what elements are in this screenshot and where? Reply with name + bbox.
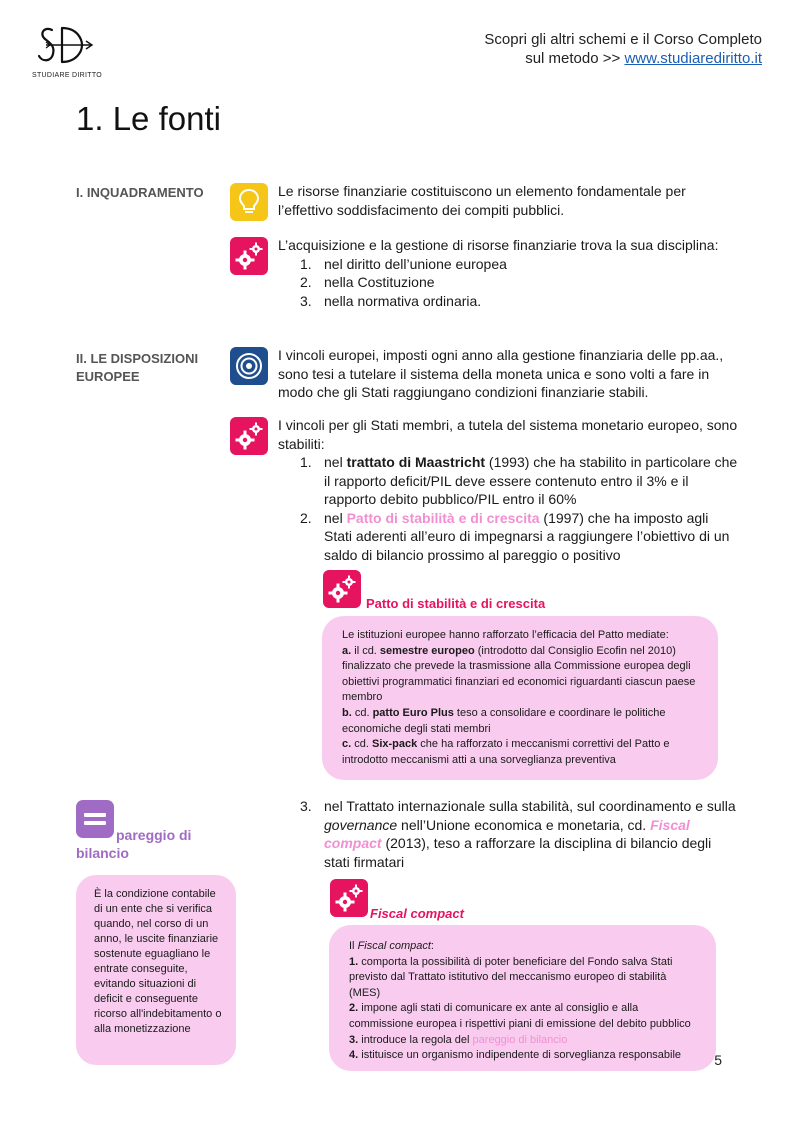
inquadramento-paragraph: Le risorse finanziarie costituiscono un elemento fondamentale per l’effettivo soddisfacimento dei compiti pubblici. (278, 183, 686, 218)
fiscal-point-2: 2. impone agli stati di comunicare ex ante al consiglio e alla commissione europea i rispettivi piani di emissione del debito pubblico (349, 1002, 691, 1030)
patto-box-title: Patto di stabilità e di crescita (366, 596, 546, 611)
list-item: 2. nella Costituzione (300, 274, 435, 290)
target-icon (230, 347, 268, 385)
lightbulb-icon (230, 183, 268, 221)
fiscal-info-box (329, 925, 716, 1071)
fiscal-intro: Il Fiscal compact: (349, 940, 434, 952)
gears-icon (230, 417, 268, 455)
list-item: 1. nel trattato di Maastricht (1993) che ha stabilito in particolare che il rapporto deficit/PIL deve essere contenuto entro il 3% e il rapporto debito pubblico/PIL entro il 60% (300, 454, 738, 507)
vincoli-list (278, 453, 738, 564)
disciplina-intro: L’acquisizione e la gestione di risorse finanziarie trova la sua disciplina: (278, 237, 719, 253)
side-note-definition: È la condizione contabile di un ente che si verifica quando, nel corso di un anno, le uscite finanziarie sostenute eguagliano le entrate conseguite, evitando situazioni di deficit e conseguente ricorso all'indebitamento o alla monetizzazione (76, 875, 236, 1065)
patto-point-a: a. il cd. semestre europeo (introdotto dal Consiglio Ecofin nel 2010) finalizzato che prevede la trasmissione alla Commissione europea degli obiettivi programmatici finanziari ed economici riguardanti ciascun paese membro (342, 644, 696, 704)
fiscal-compact-paragraph (278, 797, 738, 871)
list-item: 3. nella normativa ordinaria. (300, 292, 482, 309)
page-title: 1. Le fonti (76, 100, 221, 137)
header-promo (484, 30, 762, 68)
gears-icon (230, 237, 268, 275)
fiscal-point-1: 1. comporta la possibilità di poter beneficiare del Fondo salva Stati previsto dal Trattato istitutivo del meccanismo europeo di stabilità (MES) (349, 955, 673, 999)
patto-point-c: c. cd. Six-pack che ha rafforzato i meccanismi correttivi del Patto e introdotto meccanismi atti a una sorveglianza preventiva (342, 738, 670, 766)
disciplina-list (278, 255, 738, 311)
disciplina-paragraph (278, 236, 738, 310)
vincoli-stati-intro: I vincoli per gli Stati membri, a tutela del sistema monetario europeo, sono stabiliti: (278, 417, 738, 452)
section-label-inquadramento: I. INQUADRAMENTO (76, 185, 204, 200)
patto-point-b: b. cd. patto Euro Plus teso a consolidare e coordinare le politiche economiche degli stati membri (342, 706, 666, 735)
list-item: 2. nel Patto di stabilità e di crescita (1997) che ha imposto agli Stati aderenti all’euro di impegnarsi a raggiungere l’obiettivo di un saldo di bilancio prossimo al pareggio o positivo (300, 509, 730, 563)
website-link[interactable]: www.studiarediritto.it (624, 50, 762, 67)
side-note-title: pareggio di bilancio (76, 827, 192, 861)
fiscal-box-title: Fiscal compact (370, 906, 464, 921)
header-line-2-prefix: sul metodo >> (525, 50, 625, 67)
header-line-2 (484, 49, 762, 68)
vincoli-list-continued (278, 797, 738, 871)
logo-caption: STUDIARE DIRITTO (32, 72, 103, 79)
page-number: 5 (714, 1052, 722, 1068)
fiscal-point-4: 4. istituisce un organismo indipendente di sorveglianza responsabile (349, 1049, 682, 1062)
patto-intro: Le istituzioni europee hanno rafforzato l’efficacia del Patto mediate: (342, 629, 669, 641)
gears-icon (323, 570, 361, 608)
list-item: 3. nel Trattato internazionale sulla stabilità, sul coordinamento e sulla governance nell’Unione economica e monetaria, cd. Fiscal compact (2013), teso a rafforzare la disciplina di bilancio degli stati firmatari (300, 798, 736, 870)
gears-icon (330, 879, 368, 917)
list-item: 1. nel diritto dell’unione europea (300, 255, 507, 272)
logo-mark (36, 22, 96, 74)
patto-info-box (322, 616, 718, 780)
fiscal-point-3: 3. introduce la regola del pareggio di bilancio (349, 1033, 568, 1046)
section-label-disposizioni-europee: II. LE DISPOSIZIONI EUROPEE (76, 351, 199, 384)
vincoli-europei-paragraph: I vincoli europei, imposti ogni anno alla gestione finanziaria delle pp.aa., sono tesi a tutelare il sistema della moneta unica e sono volti a fare in modo che gli Stati raggiungano condizioni finanziarie stabili. (278, 347, 724, 400)
header-line-1: Scopri gli altri schemi e il Corso Completo (484, 31, 762, 48)
vincoli-stati-paragraph (278, 416, 738, 564)
